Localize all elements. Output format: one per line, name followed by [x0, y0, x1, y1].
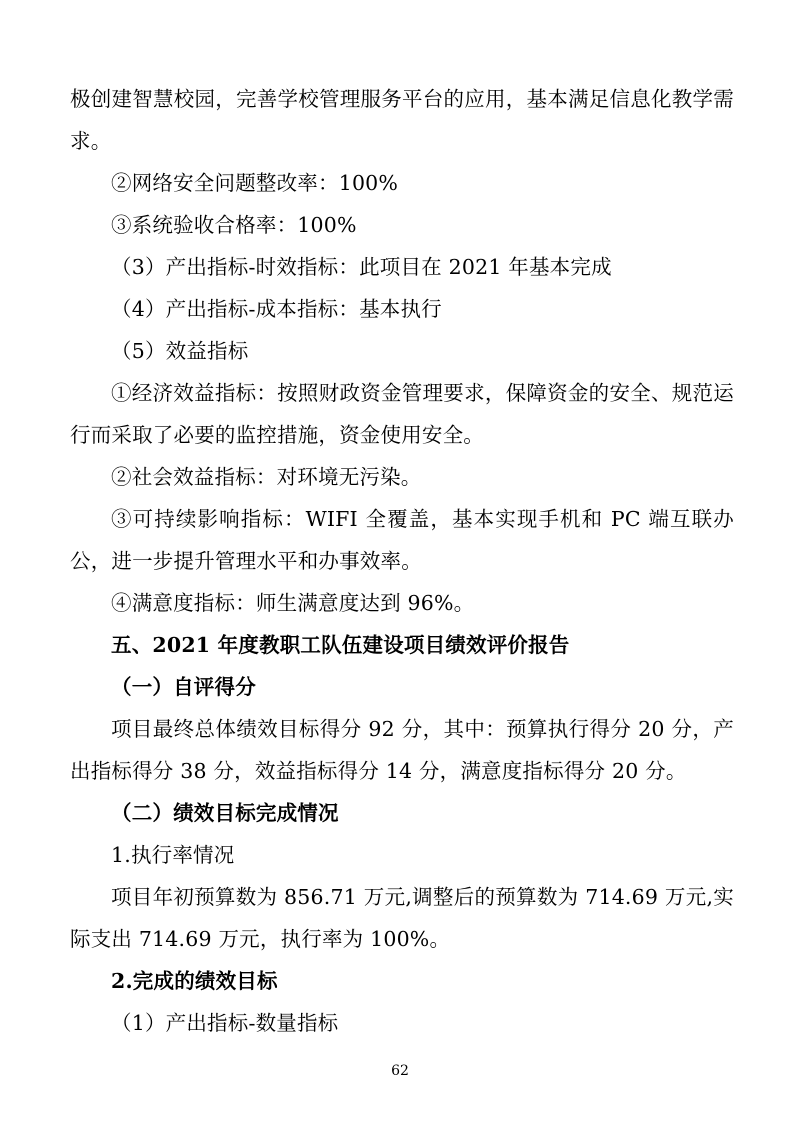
paragraph-10: ④满意度指标：师生满意度达到 96%。 [111, 591, 475, 615]
subsection-heading-1: （一）自评得分 [111, 675, 256, 699]
section-heading-5: 五、2021 年度教职工队伍建设项目绩效评价报告 [111, 633, 570, 657]
paragraph-1: 极创建智慧校园，完善学校管理服务平台的应用，基本满足信息化教学需求。 [70, 87, 734, 153]
paragraph-16: 项目年初预算数为 856.71 万元,调整后的预算数为 714.69 万元,实际支出 714.69 万元，执行率为 100%。 [70, 885, 734, 951]
paragraph-15: 1.执行率情况 [111, 843, 235, 867]
paragraph-3: ③系统验收合格率：100% [111, 213, 357, 237]
paragraph-2: ②网络安全问题整改率：100% [111, 171, 399, 195]
paragraph-4: （3）产出指标-时效指标：此项目在 2021 年基本完成 [111, 255, 612, 279]
paragraph-13: 项目最终总体绩效目标得分 92 分，其中：预算执行得分 20 分，产出指标得分 38 分，效益指标得分 14 分，满意度指标得分 20 分。 [70, 717, 734, 783]
page-body [70, 78, 734, 1044]
subsection-heading-3: 2.完成的绩效目标 [111, 969, 278, 993]
paragraph-6: （5）效益指标 [111, 339, 249, 363]
paragraph-18: （1）产出指标-数量指标 [111, 1011, 339, 1035]
subsection-heading-2: （二）绩效目标完成情况 [111, 801, 339, 825]
paragraph-8: ②社会效益指标：对环境无污染。 [111, 465, 422, 489]
paragraph-5: （4）产出指标-成本指标：基本执行 [111, 297, 442, 321]
paragraph-7: ①经济效益指标：按照财政资金管理要求，保障资金的安全、规范运行而采取了必要的监控措施，资金使用安全。 [70, 381, 734, 447]
page-number: 62 [391, 1063, 409, 1079]
paragraph-9: ③可持续影响指标：WIFI 全覆盖，基本实现手机和 PC 端互联办公，进一步提升管理水平和办事效率。 [70, 507, 734, 573]
